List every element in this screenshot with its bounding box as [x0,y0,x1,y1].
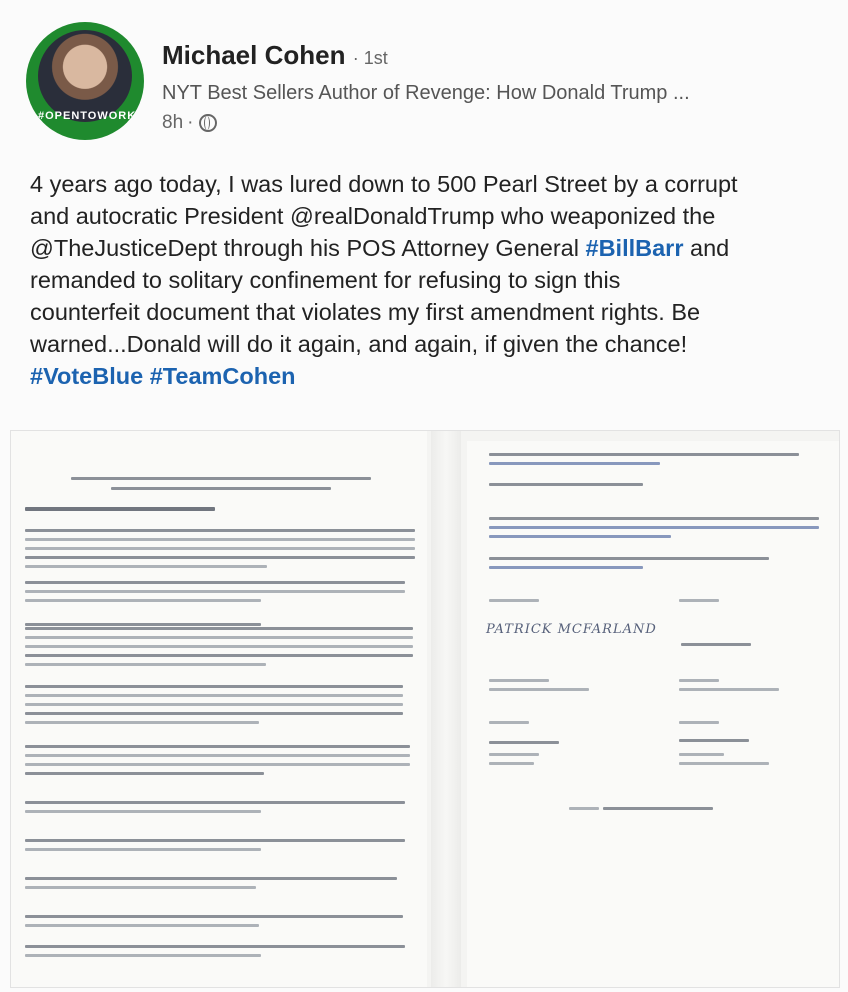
document-text-line [25,745,410,748]
profile-photo [38,30,137,122]
document-text-line [71,477,371,480]
post-text-segment: @TheJusticeDept through his POS Attorney General [30,235,586,261]
document-signature: PATRICK MCFARLAND [486,622,657,637]
document-text-line [25,547,415,550]
document-text-line [25,556,415,559]
document-text-line [25,915,403,918]
document-text-line [489,679,549,682]
post-line [30,264,830,296]
document-text-line [25,877,397,880]
document-text-line [25,703,403,706]
document-text-line [489,462,660,465]
page-divider [431,431,461,987]
post-line [30,296,830,328]
post-text-segment: 4 years ago today, I was lured down to 500 Pearl Street by a corrupt [30,171,738,197]
document-text-line [25,538,415,541]
post-text-segment: and autocratic President @realDonaldTrump who weaponized the [30,203,716,229]
post-text-segment: and [683,235,730,261]
document-text-line [489,762,534,765]
post-line [30,360,830,392]
document-text-line [679,688,779,691]
document-text-line [489,535,671,538]
author-name-row [162,40,388,71]
document-text-line [25,636,413,639]
document-text-line [679,762,769,765]
document-text-line [489,741,559,744]
document-text-line [679,721,719,724]
post-line [30,232,830,264]
document-text-line [489,526,819,529]
document-text-line [679,753,724,756]
document-page-right [467,441,839,987]
document-page-left [11,431,427,987]
connection-degree: · 1st [352,48,388,68]
document-text-line [25,712,403,715]
document-text-line [25,565,267,568]
meta-separator: · [187,112,194,133]
document-text-line [25,645,413,648]
document-text-line [25,810,261,813]
document-text-line [25,924,259,927]
document-text-line [25,685,403,688]
document-text-line [489,599,539,602]
document-text-line [569,807,599,810]
document-text-line [489,753,539,756]
document-text-line [25,772,264,775]
document-text-line [489,557,769,560]
document-text-line [25,507,215,511]
document-text-line [25,839,405,842]
document-text-line [489,566,643,569]
document-text-line [25,627,413,630]
hashtag-link[interactable]: #BillBarr [585,235,684,261]
document-text-line [25,581,405,584]
post-meta [162,112,217,134]
document-text-line [603,807,713,810]
document-text-line [25,694,403,697]
document-text-line [25,763,410,766]
document-text-line [25,801,405,804]
document-text-line [111,487,331,490]
post-line [30,328,830,360]
document-text-line [681,643,751,646]
document-text-line [25,590,405,593]
avatar[interactable] [26,22,144,140]
document-text-line [25,529,415,532]
document-text-line [25,663,266,666]
document-text-line [489,688,589,691]
author-name[interactable]: Michael Cohen [162,40,346,70]
post-text [30,168,830,392]
document-text-line [489,483,643,486]
post-line [30,200,830,232]
document-text-line [25,654,413,657]
document-text-line [489,517,819,520]
document-text-line [25,623,261,626]
document-image[interactable] [10,430,840,988]
document-text-line [25,886,256,889]
document-text-line [25,599,261,602]
author-headline: NYT Best Sellers Author of Revenge: How Donald Trump ... [162,82,690,104]
post-text-segment: remanded to solitary confinement for refusing to sign this [30,267,621,293]
document-text-line [679,599,719,602]
post-text-segment: warned...Donald will do it again, and again, if given the chance! [30,331,688,357]
document-text-line [679,739,749,742]
open-to-work-badge: #OPENTOWORK [38,110,137,122]
document-text-line [25,721,259,724]
post-time: 8h [162,112,184,133]
document-text-line [25,954,261,957]
post-text-segment: counterfeit document that violates my first amendment rights. Be [30,299,701,325]
document-text-line [489,721,529,724]
document-text-line [25,848,261,851]
document-text-line [25,945,405,948]
hashtag-link[interactable]: #VoteBlue #TeamCohen [30,363,296,389]
document-text-line [679,679,719,682]
document-text-line [489,453,799,456]
document-text-line [25,754,410,757]
post-line [30,168,830,200]
globe-icon [199,114,217,132]
